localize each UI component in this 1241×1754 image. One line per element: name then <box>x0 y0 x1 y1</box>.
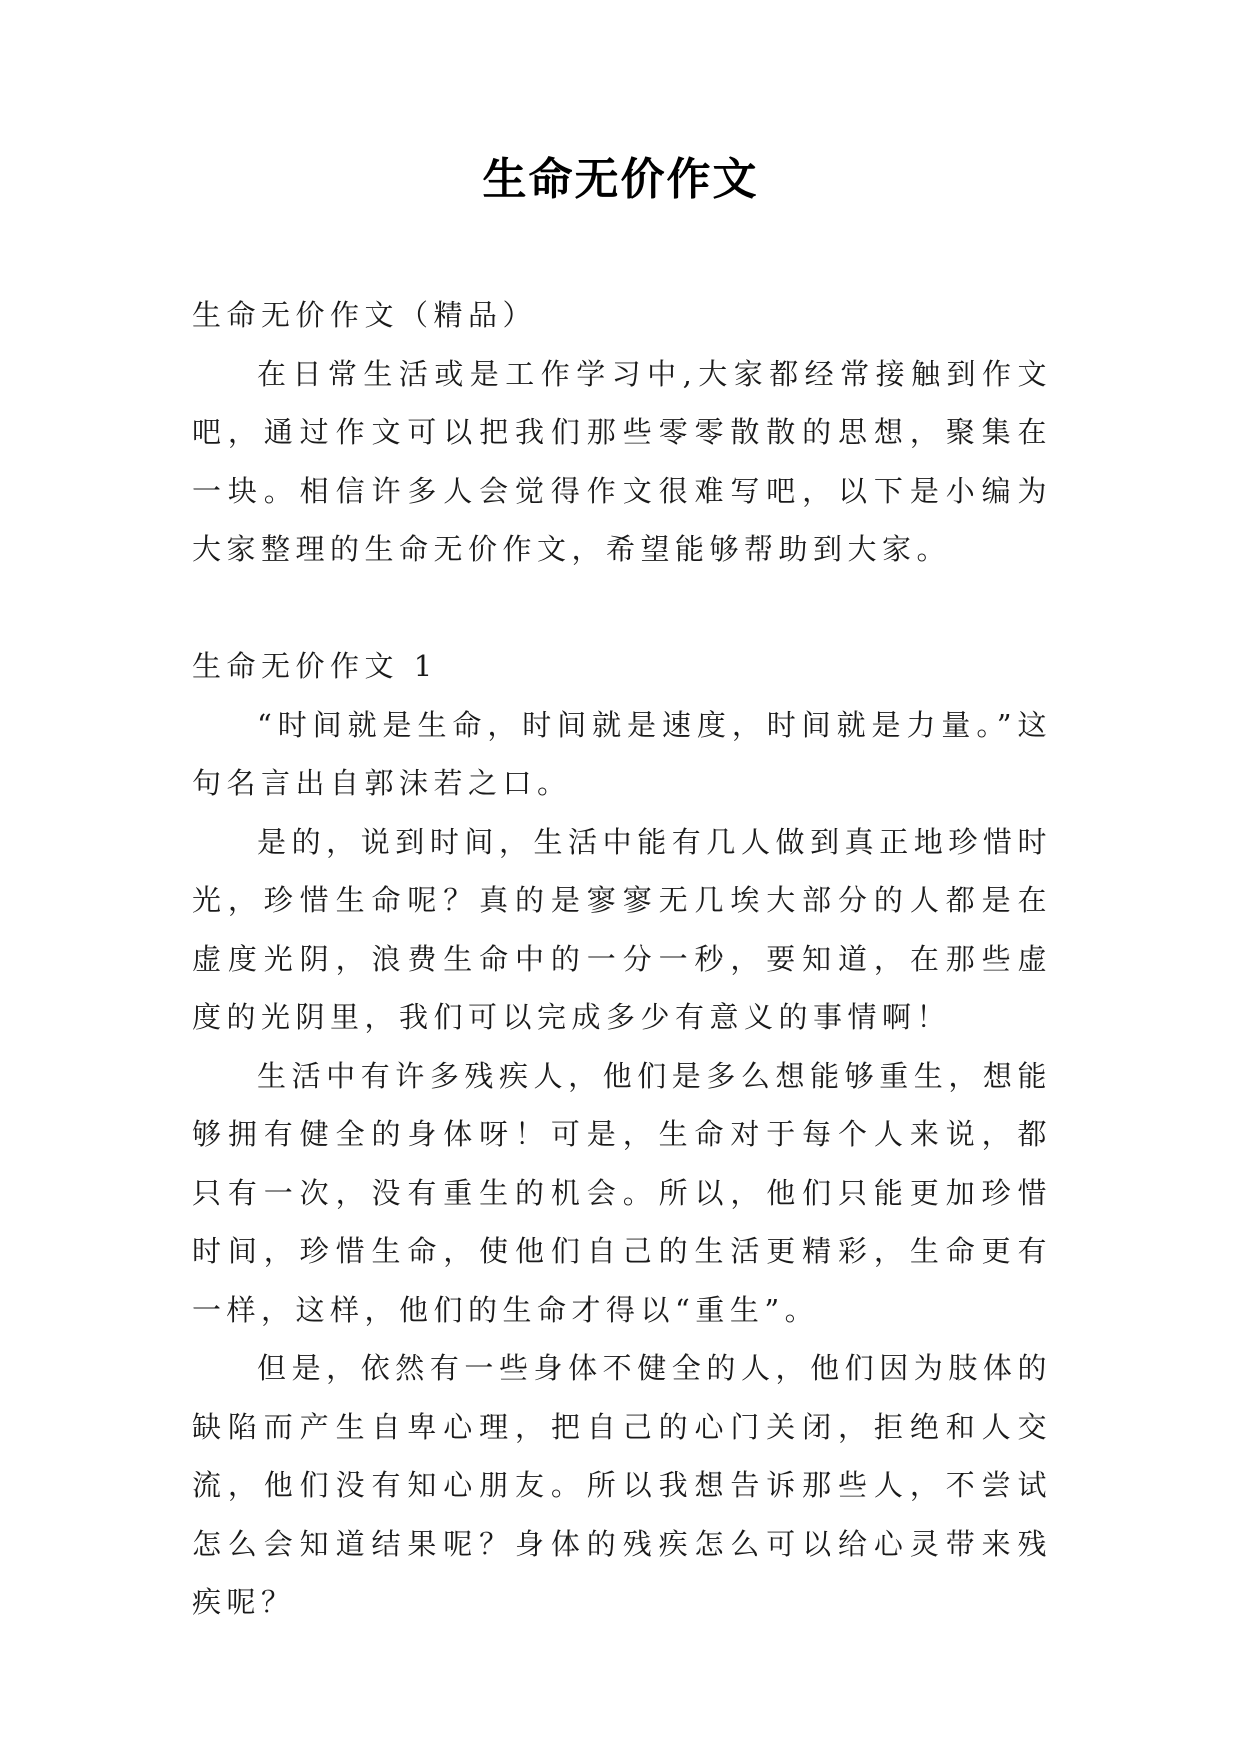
section-heading: 生命无价作文 1 <box>192 649 438 683</box>
body-paragraph: 生活中有许多残疾人，他们是多么想能够重生，想能够拥有健全的身体呀！可是，生命对于每个人来说，都只有一次，没有重生的机会。所以，他们只能更加珍惜时间，珍惜生命，使他们自己的生活更精彩，生命更有一样，这样，他们的生命才得以“重生”。 <box>192 1058 1052 1327</box>
intro-paragraph: 在日常生活或是工作学习中,大家都经常接触到作文吧，通过作文可以把我们那些零零散散的思想，聚集在一块。相信许多人会觉得作文很难写吧，以下是小编为大家整理的生命无价作文，希望能够帮助到大家。 <box>192 356 1052 566</box>
body-paragraph: 但是，依然有一些身体不健全的人，他们因为肢体的缺陷而产生自卑心理，把自己的心门关闭，拒绝和人交流，他们没有知心朋友。所以我想告诉那些人，不尝试怎么会知道结果呢？身体的残疾怎么可以给心灵带来残疾呢？ <box>192 1351 1052 1619</box>
body-paragraph: “时间就是生命，时间就是速度，时间就是力量。”这句名言出自郭沫若之口。 <box>192 707 1052 800</box>
intro-heading: 生命无价作文（精品） <box>192 298 538 332</box>
document-title: 生命无价作文 <box>482 154 759 205</box>
section-spacer <box>192 579 1052 638</box>
body-paragraph: 是的，说到时间，生活中能有几人做到真正地珍惜时光，珍惜生命呢？真的是寥寥无几埃大部分的人都是在虚度光阴，浪费生命中的一分一秒，要知道，在那些虚度的光阴里，我们可以完成多少有意义的事情啊！ <box>192 824 1052 1034</box>
document-body <box>192 286 1052 1632</box>
